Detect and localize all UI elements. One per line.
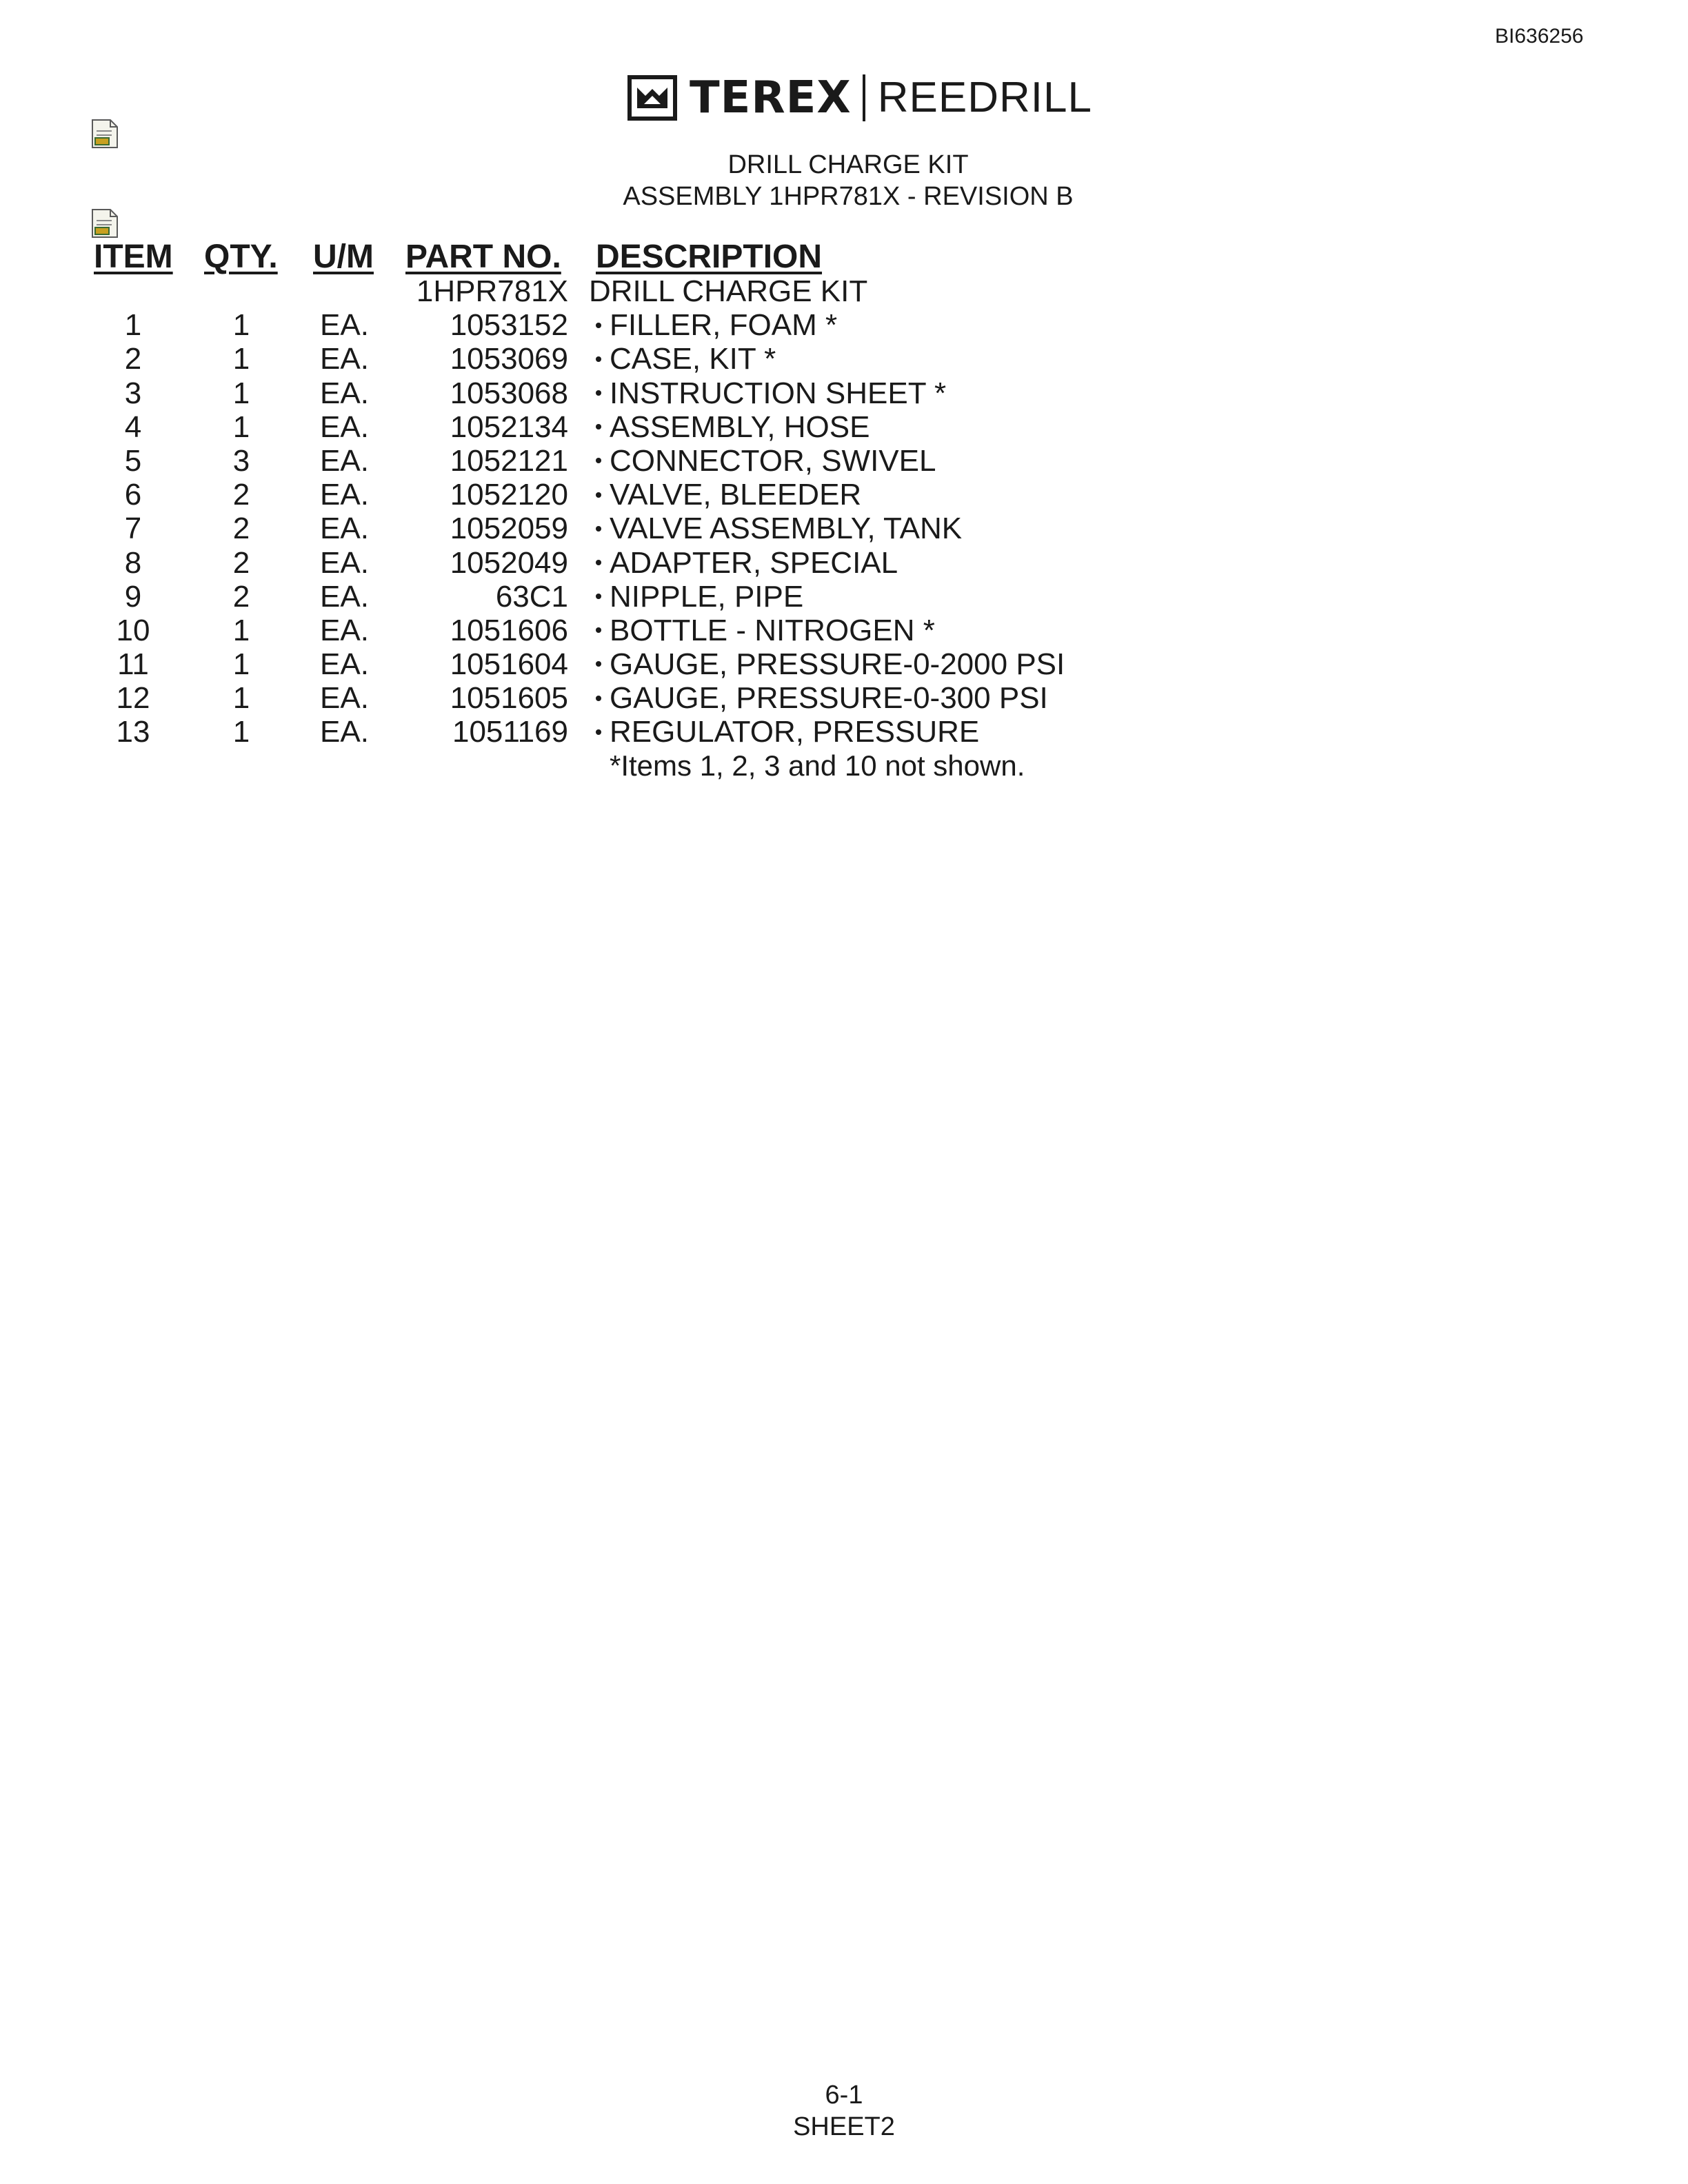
item-number: 7: [124, 512, 142, 546]
part-description-cell: [594, 647, 1065, 681]
column-header-description: DESCRIPTION: [596, 239, 823, 275]
part-description: DRILL CHARGE KIT: [589, 274, 868, 308]
part-number: 1051606: [450, 613, 568, 647]
bullet-icon: [596, 424, 601, 429]
part-number: 1HPR781X: [416, 274, 568, 308]
unit-of-measure: EA.: [320, 410, 369, 444]
file-icon[interactable]: [91, 119, 119, 149]
part-description: NIPPLE, PIPE: [610, 579, 804, 614]
quantity: 1: [232, 647, 250, 682]
part-number: 1052120: [450, 478, 568, 512]
part-number: 1053152: [450, 308, 568, 343]
item-number: 12: [116, 681, 150, 716]
part-number: 1053069: [450, 342, 568, 376]
unit-of-measure: EA.: [320, 545, 369, 580]
page-footer: [0, 2079, 1688, 2143]
bullet-icon: [596, 696, 601, 701]
document-id: BI636256: [1495, 25, 1584, 48]
quantity: 1: [232, 613, 250, 647]
part-description-cell: [594, 546, 898, 580]
part-number: 1051604: [450, 647, 568, 682]
part-description-cell: [594, 308, 837, 342]
quantity: 2: [232, 579, 250, 614]
part-description: REGULATOR, PRESSURE: [610, 715, 980, 749]
column-header-qty: QTY.: [204, 239, 278, 275]
part-description-cell: [594, 444, 936, 478]
item-number: 10: [116, 613, 150, 647]
item-number: 5: [124, 443, 142, 478]
part-description: GAUGE, PRESSURE-0-300 PSI: [610, 681, 1048, 716]
part-description-cell: [594, 342, 776, 376]
footnote: *Items 1, 2, 3 and 10 not shown.: [610, 749, 1025, 782]
logo-divider: [863, 74, 865, 121]
item-number: 1: [124, 308, 142, 343]
item-number: 11: [117, 647, 149, 682]
part-description: FILLER, FOAM *: [610, 308, 838, 343]
unit-of-measure: EA.: [320, 342, 369, 376]
part-number: 1053068: [450, 376, 568, 410]
quantity: 3: [232, 443, 250, 478]
bullet-icon: [596, 560, 601, 565]
bullet-icon: [596, 526, 601, 532]
part-description-cell: [594, 580, 803, 614]
part-description: VALVE, BLEEDER: [610, 478, 862, 512]
quantity: 1: [232, 681, 250, 716]
sheet-label: SHEET2: [793, 2112, 895, 2141]
unit-of-measure: EA.: [320, 681, 369, 716]
part-number: 1052121: [450, 443, 568, 478]
unit-of-measure: EA.: [320, 715, 369, 749]
file-icon[interactable]: [91, 208, 119, 239]
item-number: 2: [124, 342, 142, 376]
title-line-1: DRILL CHARGE KIT: [727, 150, 969, 179]
bullet-icon: [596, 458, 601, 463]
part-description-cell: [594, 614, 935, 647]
part-description: ASSEMBLY, HOSE: [610, 410, 870, 444]
bullet-icon: [596, 729, 601, 735]
unit-of-measure: EA.: [320, 579, 369, 614]
part-number: 1052134: [450, 410, 568, 444]
column-header-um: U/M: [313, 239, 374, 275]
part-number: 1051605: [450, 681, 568, 716]
part-number: 1052049: [450, 545, 568, 580]
terex-reedrill-logo: [627, 74, 1092, 121]
item-number: 6: [124, 478, 142, 512]
bullet-icon: [596, 492, 601, 498]
part-description: ADAPTER, SPECIAL: [610, 545, 898, 580]
part-description: VALVE ASSEMBLY, TANK: [610, 512, 963, 546]
item-number: 13: [116, 715, 150, 749]
bullet-icon: [596, 661, 601, 667]
item-number: 9: [124, 579, 142, 614]
part-description: INSTRUCTION SHEET *: [610, 376, 947, 410]
unit-of-measure: EA.: [320, 443, 369, 478]
bullet-icon: [596, 594, 601, 599]
unit-of-measure: EA.: [320, 647, 369, 682]
logo-brand-text: TEREX: [690, 72, 852, 123]
quantity: 1: [232, 342, 250, 376]
part-number: 1051169: [452, 715, 568, 749]
part-description-cell: [594, 512, 962, 545]
part-description-cell: [594, 715, 979, 749]
quantity: 1: [232, 410, 250, 444]
terex-emblem-icon: [627, 75, 677, 121]
part-number: 63C1: [495, 579, 568, 614]
item-number: 3: [124, 376, 142, 410]
unit-of-measure: EA.: [320, 376, 369, 410]
bullet-icon: [596, 323, 601, 328]
quantity: 2: [232, 478, 250, 512]
quantity: 2: [232, 512, 250, 546]
column-header-part-no: PART NO.: [405, 239, 561, 275]
part-description: BOTTLE - NITROGEN *: [610, 613, 935, 647]
page-number: 6-1: [825, 2081, 863, 2110]
part-description-cell: [594, 478, 861, 512]
document-title: [0, 149, 1688, 212]
part-description-cell: [594, 376, 946, 410]
bullet-icon: [596, 627, 601, 633]
quantity: 2: [232, 545, 250, 580]
unit-of-measure: EA.: [320, 478, 369, 512]
logo-product-line-text: REEDRILL: [877, 74, 1092, 121]
part-description-cell: [594, 681, 1048, 715]
part-description: CONNECTOR, SWIVEL: [610, 443, 936, 478]
unit-of-measure: EA.: [320, 613, 369, 647]
item-number: 8: [124, 545, 142, 580]
quantity: 1: [232, 376, 250, 410]
title-line-2: ASSEMBLY 1HPR781X - REVISION B: [623, 182, 1074, 211]
part-description-cell: [594, 410, 870, 444]
unit-of-measure: EA.: [320, 308, 369, 343]
unit-of-measure: EA.: [320, 512, 369, 546]
part-description: GAUGE, PRESSURE-0-2000 PSI: [610, 647, 1065, 682]
quantity: 1: [232, 308, 250, 343]
column-header-item: ITEM: [94, 239, 173, 275]
bullet-icon: [596, 356, 601, 362]
item-number: 4: [124, 410, 142, 444]
part-number: 1052059: [450, 512, 568, 546]
bullet-icon: [596, 390, 601, 396]
quantity: 1: [232, 715, 250, 749]
part-description: CASE, KIT *: [610, 342, 776, 376]
